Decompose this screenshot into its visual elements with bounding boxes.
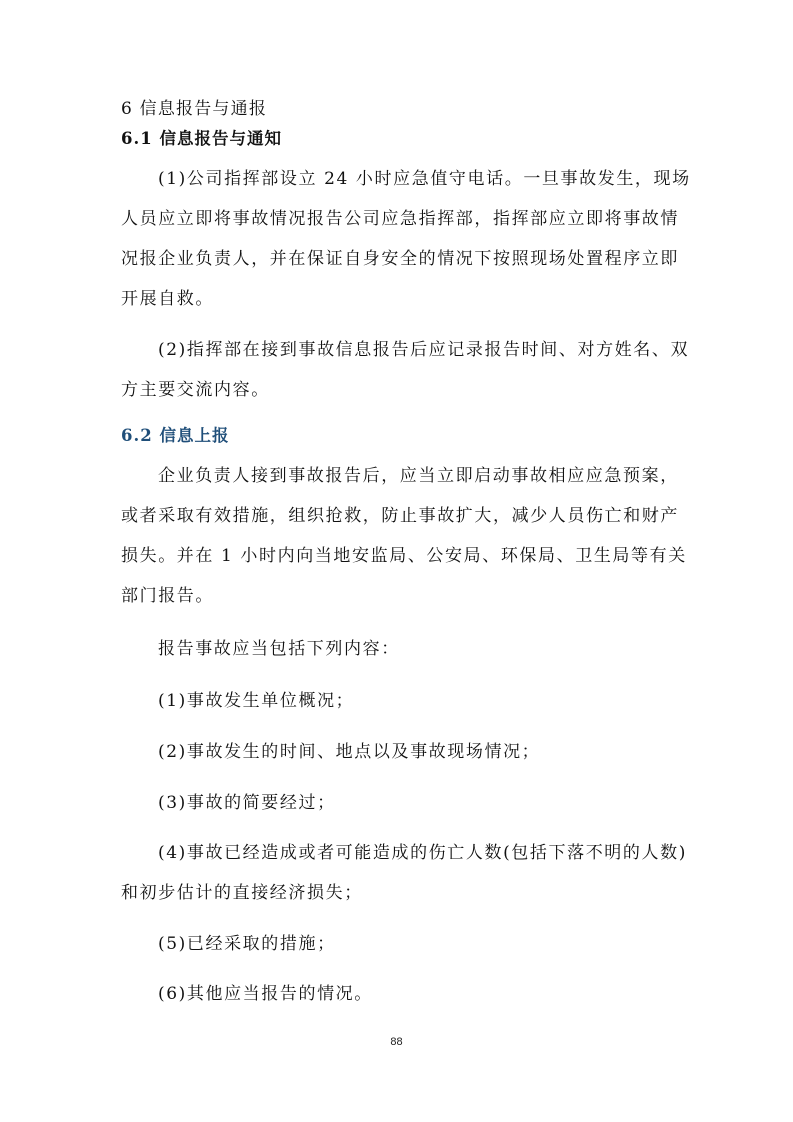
list-item: (2)事故发生的时间、地点以及事故现场情况； [158, 742, 541, 762]
list-item: (4)事故已经造成或者可能造成的伤亡人数(包括下落不明的人数) [158, 843, 687, 863]
page-number: 88 [390, 1036, 403, 1048]
paragraph-line: 报告事故应当包括下列内容： [158, 639, 400, 659]
list-item: (1)事故发生单位概况； [158, 691, 355, 711]
paragraph-line: 或者采取有效措施，组织抢救，防止事故扩大，减少人员伤亡和财产 [121, 506, 679, 526]
section-heading-6-2: 6.2 信息上报 [121, 426, 230, 445]
list-item: (5)已经采取的措施； [158, 934, 336, 954]
list-item: (3)事故的简要经过； [158, 793, 336, 813]
paragraph-line: 况报企业负责人，并在保证自身安全的情况下按照现场处置程序立即 [121, 249, 679, 269]
paragraph-line: 损失。并在 1 小时内向当地安监局、公安局、环保局、卫生局等有关 [121, 546, 687, 566]
paragraph-line: 方主要交流内容。 [121, 380, 270, 400]
paragraph-line: 部门报告。 [121, 586, 214, 606]
paragraph-line: (2)指挥部在接到事故信息报告后应记录报告时间、对方姓名、双 [158, 340, 690, 360]
list-item-continuation: 和初步估计的直接经济损失； [121, 883, 363, 903]
list-item: (6)其他应当报告的情况。 [158, 984, 373, 1004]
section-heading-6-1: 6.1 信息报告与通知 [121, 129, 282, 148]
paragraph-line: 开展自救。 [121, 289, 214, 309]
paragraph-line: 企业负责人接到事故报告后，应当立即启动事故相应应急预案， [158, 466, 679, 486]
chapter-title: 6 信息报告与通报 [121, 99, 268, 119]
paragraph-line: 人员应立即将事故情况报告公司应急指挥部，指挥部应立即将事故情 [121, 209, 679, 229]
paragraph-line: (1)公司指挥部设立 24 小时应急值守电话。一旦事故发生，现场 [158, 169, 691, 189]
